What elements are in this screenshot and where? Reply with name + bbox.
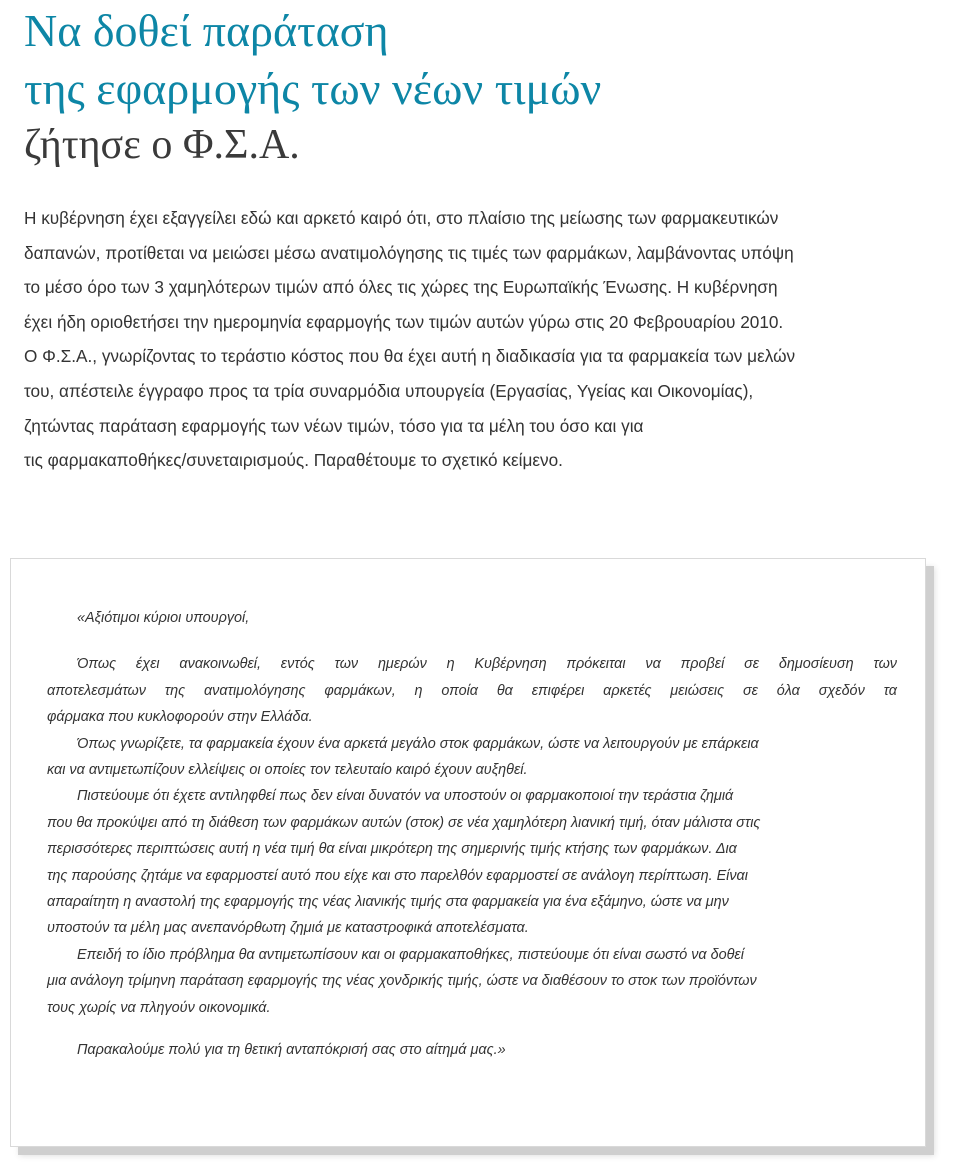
- letter-p2-line: Όπως γνωρίζετε, τα φαρμακεία έχουν ένα αρκετά μεγάλο στοκ φαρμάκων, ώστε να λειτουργούν με επάρκεια: [77, 735, 759, 752]
- letter-p4-line: τους χωρίς να πληγούν οικονομικά.: [47, 999, 271, 1016]
- intro-line: Η κυβέρνηση έχει εξαγγείλει εδώ και αρκετό καιρό ότι, στο πλαίσιο της μείωσης των φαρμακευτικών: [24, 208, 779, 228]
- letter-p3-line: απαραίτητη η αναστολή της εφαρμογής της νέας λιανικής τιμής στα φαρμακεία για ένα εξάμηνο, ώστε να μην: [47, 894, 729, 911]
- article-headline: [24, 2, 601, 118]
- intro-line: του, απέστειλε έγγραφο προς τα τρία συναρμόδια υπουργεία (Εργασίας, Υγείας και Οικονομίας),: [24, 380, 754, 401]
- article-subheadline: ζήτησε ο Φ.Σ.Α.: [24, 122, 300, 168]
- letter-box: [10, 558, 926, 1147]
- intro-line: τις φαρμακαποθήκες/συνεταιρισμούς. Παραθέτουμε το σχετικό κείμενο.: [24, 450, 563, 471]
- letter-p1-line: Όπως έχει ανακοινωθεί, εντός των ημερών η Κυβέρνηση πρόκειται να προβεί σε δημοσίευση των: [77, 656, 897, 673]
- letter-p4-line: Επειδή το ίδιο πρόβλημα θα αντιμετωπίσουν και οι φαρμακαποθήκες, πιστεύουμε ότι είναι σωστό να δοθεί: [77, 946, 744, 963]
- intro-line: έχει ήδη οριοθετήσει την ημερομηνία εφαρμογής των τιμών αυτών γύρω στις 20 Φεβρουαρίου 2010.: [24, 311, 784, 332]
- letter-p3-line: υποστούν τα μέλη μας ανεπανόρθωτη ζημιά με καταστροφικά αποτελέσματα.: [47, 920, 529, 937]
- letter-p2-line: και να αντιμετωπίζουν ελλείψεις οι οποίες τον τελευταίο καιρό έχουν αυξηθεί.: [47, 762, 528, 779]
- letter-p1-line: αποτελεσμάτων της ανατιμολόγησης φαρμάκων, η οποία θα επιφέρει αρκετές μειώσεις σε όλα σχεδόν τα: [47, 682, 897, 699]
- spacer: [47, 631, 897, 651]
- letter-p3-line: που θα προκύψει από τη διάθεση των φαρμάκων αυτών (στοκ) σε νέα χαμηλότερη λιανική τιμή, όταν μάλιστα στις: [47, 814, 761, 831]
- intro-line: το μέσο όρο των 3 χαμηλότερων τιμών από όλες τις χώρες της Ευρωπαϊκής Ένωσης. Η κυβέρνηση: [24, 277, 778, 298]
- intro-line: Ο Φ.Σ.Α., γνωρίζοντας το τεράστιο κόστος που θα έχει αυτή η διαδικασία για τα φαρμακεία των μελών: [24, 346, 796, 367]
- intro-line: δαπανών, προτίθεται να μειώσει μέσω ανατιμολόγησης τις τιμές των φαρμάκων, λαμβάνοντας υπόψη: [24, 242, 794, 263]
- letter-salutation: «Αξιότιμοι κύριοι υπουργοί,: [77, 610, 250, 626]
- letter-p3-line: περισσότερες περιπτώσεις αυτή η νέα τιμή θα είναι μικρότερη της σημερινής τιμής κτήσης των φαρμάκων. Δια: [47, 841, 737, 858]
- intro-line: ζητώντας παράταση εφαρμογής των νέων τιμών, τόσο για τα μέλη του όσο και για: [24, 415, 644, 436]
- headline-line-2: της εφαρμογής των νέων τιμών: [24, 63, 602, 114]
- letter-p3-line: Πιστεύουμε ότι έχετε αντιληφθεί πως δεν είναι δυνατόν να υποστούν οι φαρμακοποιοί την τεράστια ζημιά: [77, 788, 734, 805]
- intro-paragraph: [24, 201, 944, 478]
- spacer: [47, 1021, 897, 1037]
- letter-closing: Παρακαλούμε πολύ για τη θετική ανταπόκρισή σας στο αίτημά μας.»: [77, 1042, 506, 1059]
- letter-p1-line: φάρμακα που κυκλοφορούν στην Ελλάδα.: [47, 709, 313, 726]
- headline-line-1: Να δοθεί παράταση: [24, 5, 389, 56]
- letter-p3-line: της παρούσης ζητάμε να εφαρμοστεί αυτό που είχε και στο παρελθόν εφαρμοστεί σε ανάλογη περίπτωση. Είναι: [47, 867, 748, 884]
- letter-p4-line: μια ανάλογη τρίμηνη παράταση εφαρμογής της νέας χονδρικής τιμής, ώστε να διαθέσουν το στοκ των προϊόντων: [47, 973, 757, 990]
- letter-text: [47, 605, 897, 1064]
